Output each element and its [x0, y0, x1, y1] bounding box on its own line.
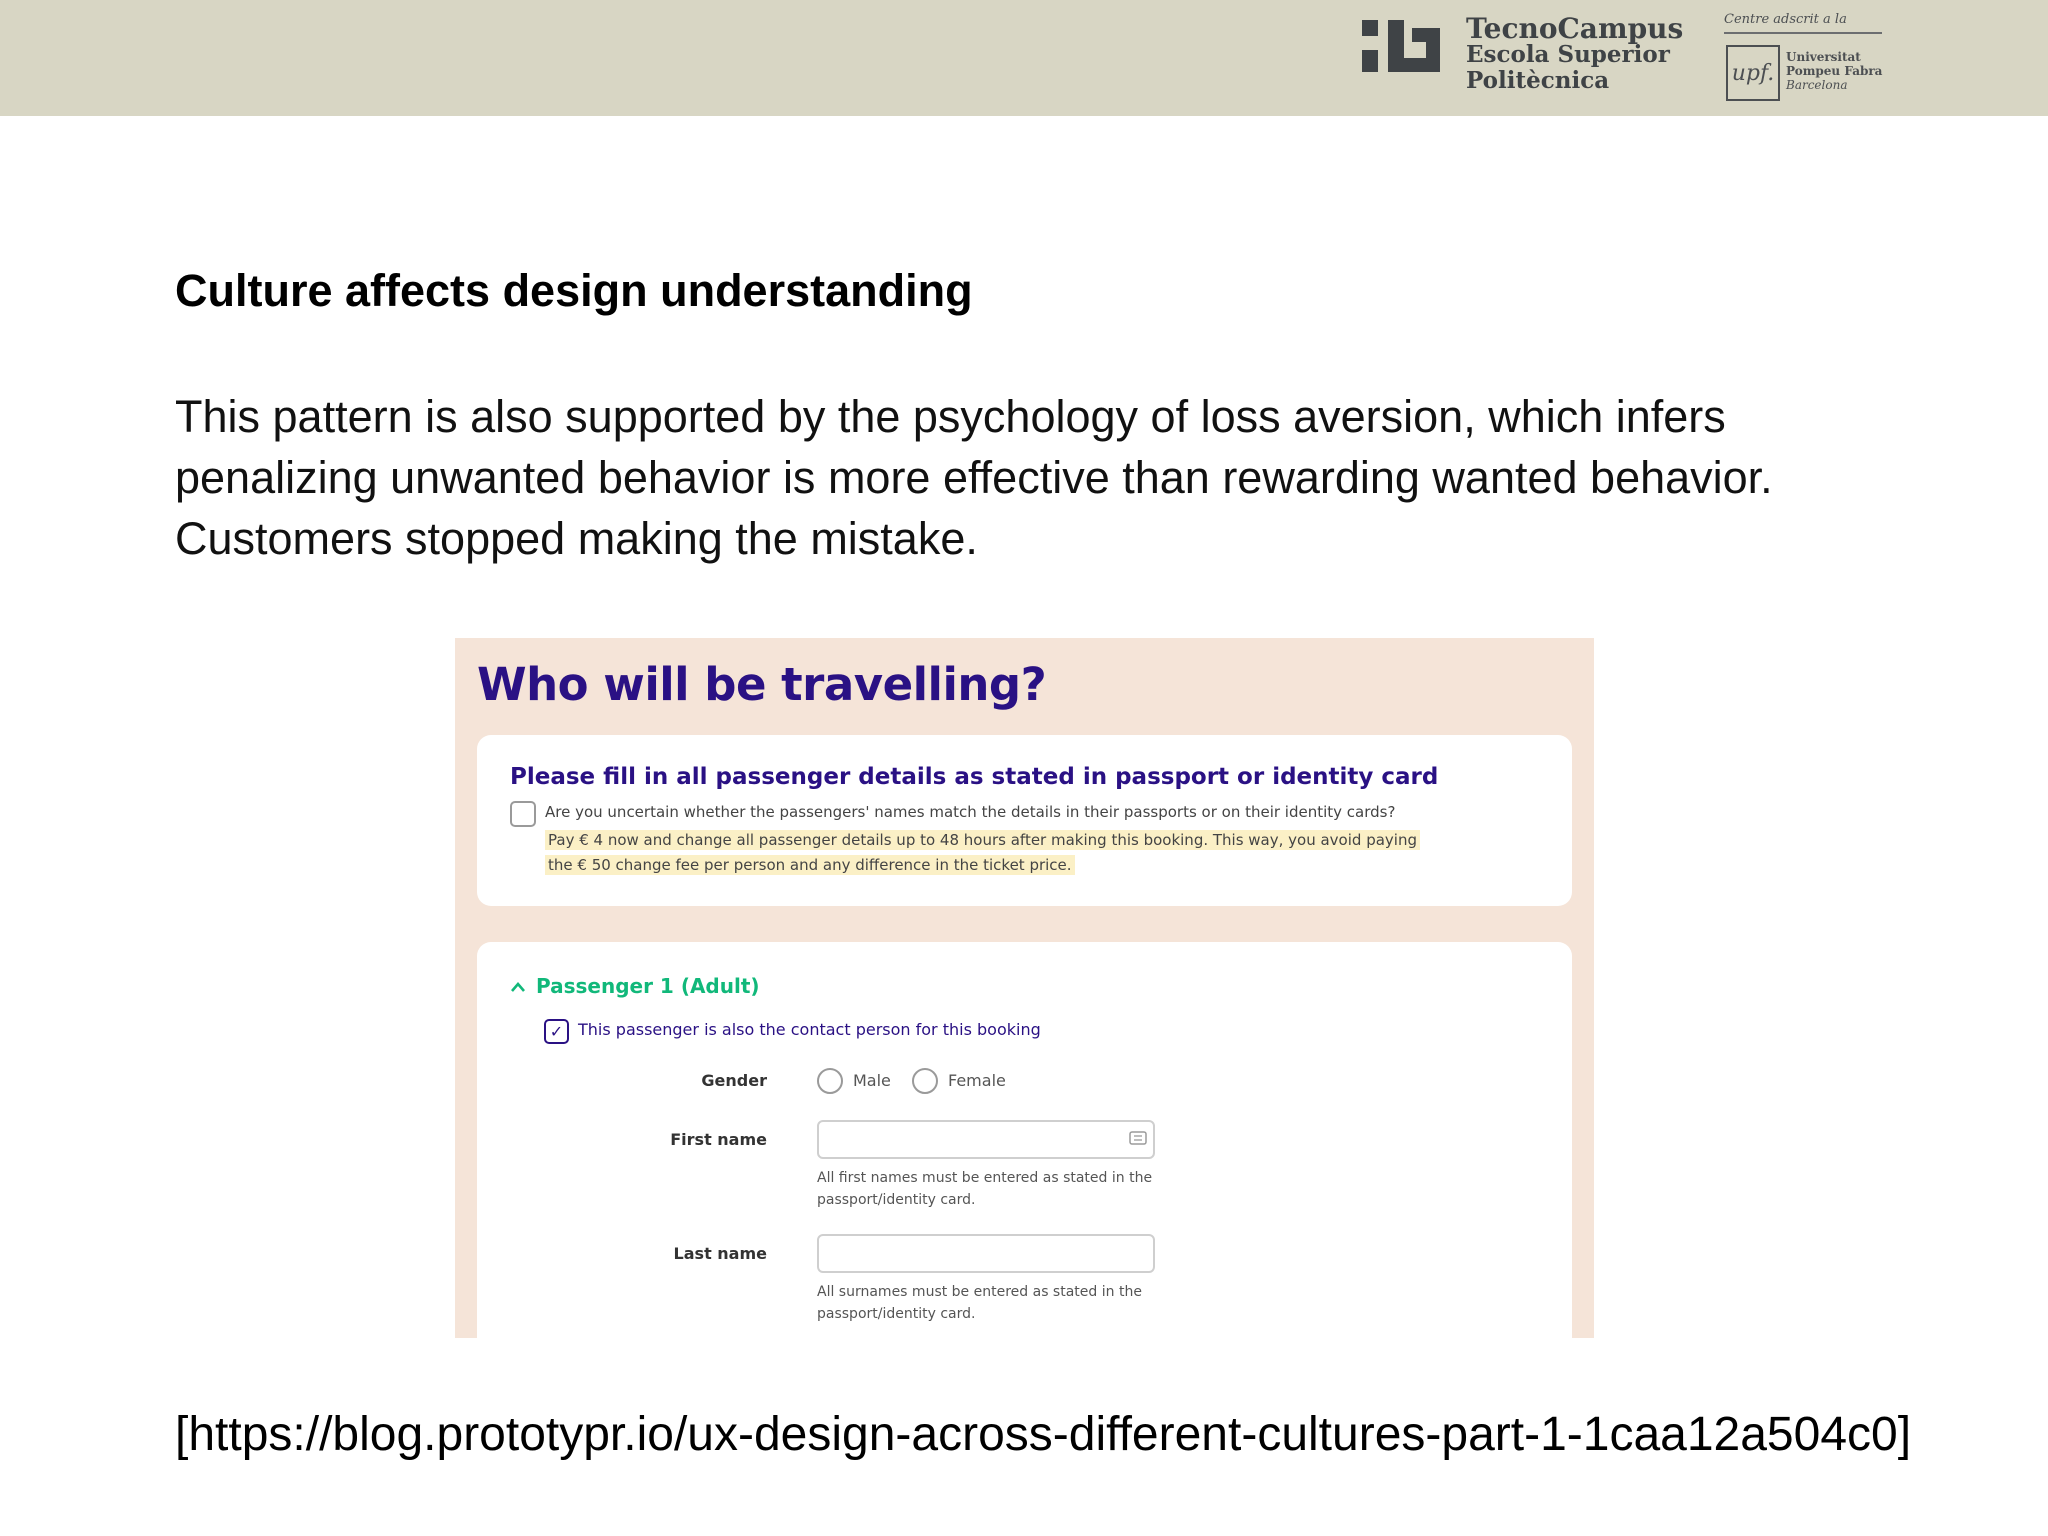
slide-title: Culture affects design understanding: [175, 265, 973, 316]
hint-line: passport/identity card.: [817, 1192, 976, 1208]
last-name-label: Last name: [673, 1244, 767, 1263]
hint-line: passport/identity card.: [817, 1306, 976, 1322]
tecnocampus-logo-icon: [1362, 20, 1440, 74]
contact-person-checkbox[interactable]: [544, 1019, 569, 1044]
gender-male-radio[interactable]: [817, 1068, 843, 1094]
hint-line: All surnames must be entered as stated in the: [817, 1284, 1142, 1300]
slide-body-line: This pattern is also supported by the psychology of loss aversion, which infers: [175, 391, 1726, 442]
card-heading: Please fill in all passenger details as stated in passport or identity card: [510, 764, 1439, 790]
check-icon: ✓: [549, 1022, 564, 1041]
passenger-details-card: [477, 735, 1572, 906]
upf-logo-icon: upf.: [1726, 45, 1780, 101]
hint-line: All first names must be entered as stated in the: [817, 1170, 1153, 1186]
slide-body-line: penalizing unwanted behavior is more effective than rewarding wanted behavior.: [175, 452, 1773, 503]
header-band: [0, 0, 2048, 116]
form-title: Who will be travelling?: [477, 658, 1047, 711]
first-name-label: First name: [670, 1130, 767, 1149]
passenger-heading: Passenger 1 (Adult): [536, 974, 760, 998]
first-name-hint: [817, 1167, 1167, 1211]
tecnocampus-line2: Escola Superior: [1466, 41, 1670, 68]
gender-male-label: Male: [853, 1071, 891, 1090]
tecnocampus-line3: Politècnica: [1466, 67, 1610, 94]
tecnocampus-wordmark: [1466, 12, 1684, 94]
contact-person-label: This passenger is also the contact person for this booking: [578, 1020, 1041, 1039]
passenger-toggle[interactable]: [510, 974, 760, 998]
slide-body-line: Customers stopped making the mistake.: [175, 513, 978, 564]
name-change-offer: [545, 828, 1420, 878]
id-card-icon: [1129, 1131, 1147, 1145]
offer-line: the € 50 change fee per person and any difference in the ticket price.: [545, 855, 1075, 875]
upf-tagline: Centre adscrit a la: [1724, 12, 1882, 34]
name-change-checkbox[interactable]: [510, 801, 536, 827]
tecnocampus-name: TecnoCampus: [1466, 12, 1684, 45]
first-name-input[interactable]: [817, 1120, 1155, 1159]
upf-line1: Universitat: [1786, 50, 1861, 64]
booking-form-screenshot: [455, 638, 1594, 1338]
upf-line2: Pompeu Fabra: [1786, 64, 1883, 78]
name-change-question: Are you uncertain whether the passengers' names match the details in their passports or on their identity cards?: [545, 803, 1396, 821]
last-name-hint: [817, 1281, 1167, 1325]
passenger-card: [477, 942, 1572, 1338]
chevron-up-icon: [510, 974, 526, 998]
offer-line: Pay € 4 now and change all passenger details up to 48 hours after making this booking. This way, you avoid paying: [545, 830, 1420, 850]
upf-wordmark: [1786, 50, 1882, 92]
source-link[interactable]: [https://blog.prototypr.io/ux-design-across-different-cultures-part-1-1caa12a504c0]: [175, 1408, 1912, 1461]
slide-body: [175, 386, 1935, 569]
gender-female-label: Female: [948, 1071, 1006, 1090]
gender-female-radio[interactable]: [912, 1068, 938, 1094]
last-name-input[interactable]: [817, 1234, 1155, 1273]
gender-label: Gender: [701, 1071, 767, 1090]
upf-line3: Barcelona: [1786, 78, 1848, 92]
